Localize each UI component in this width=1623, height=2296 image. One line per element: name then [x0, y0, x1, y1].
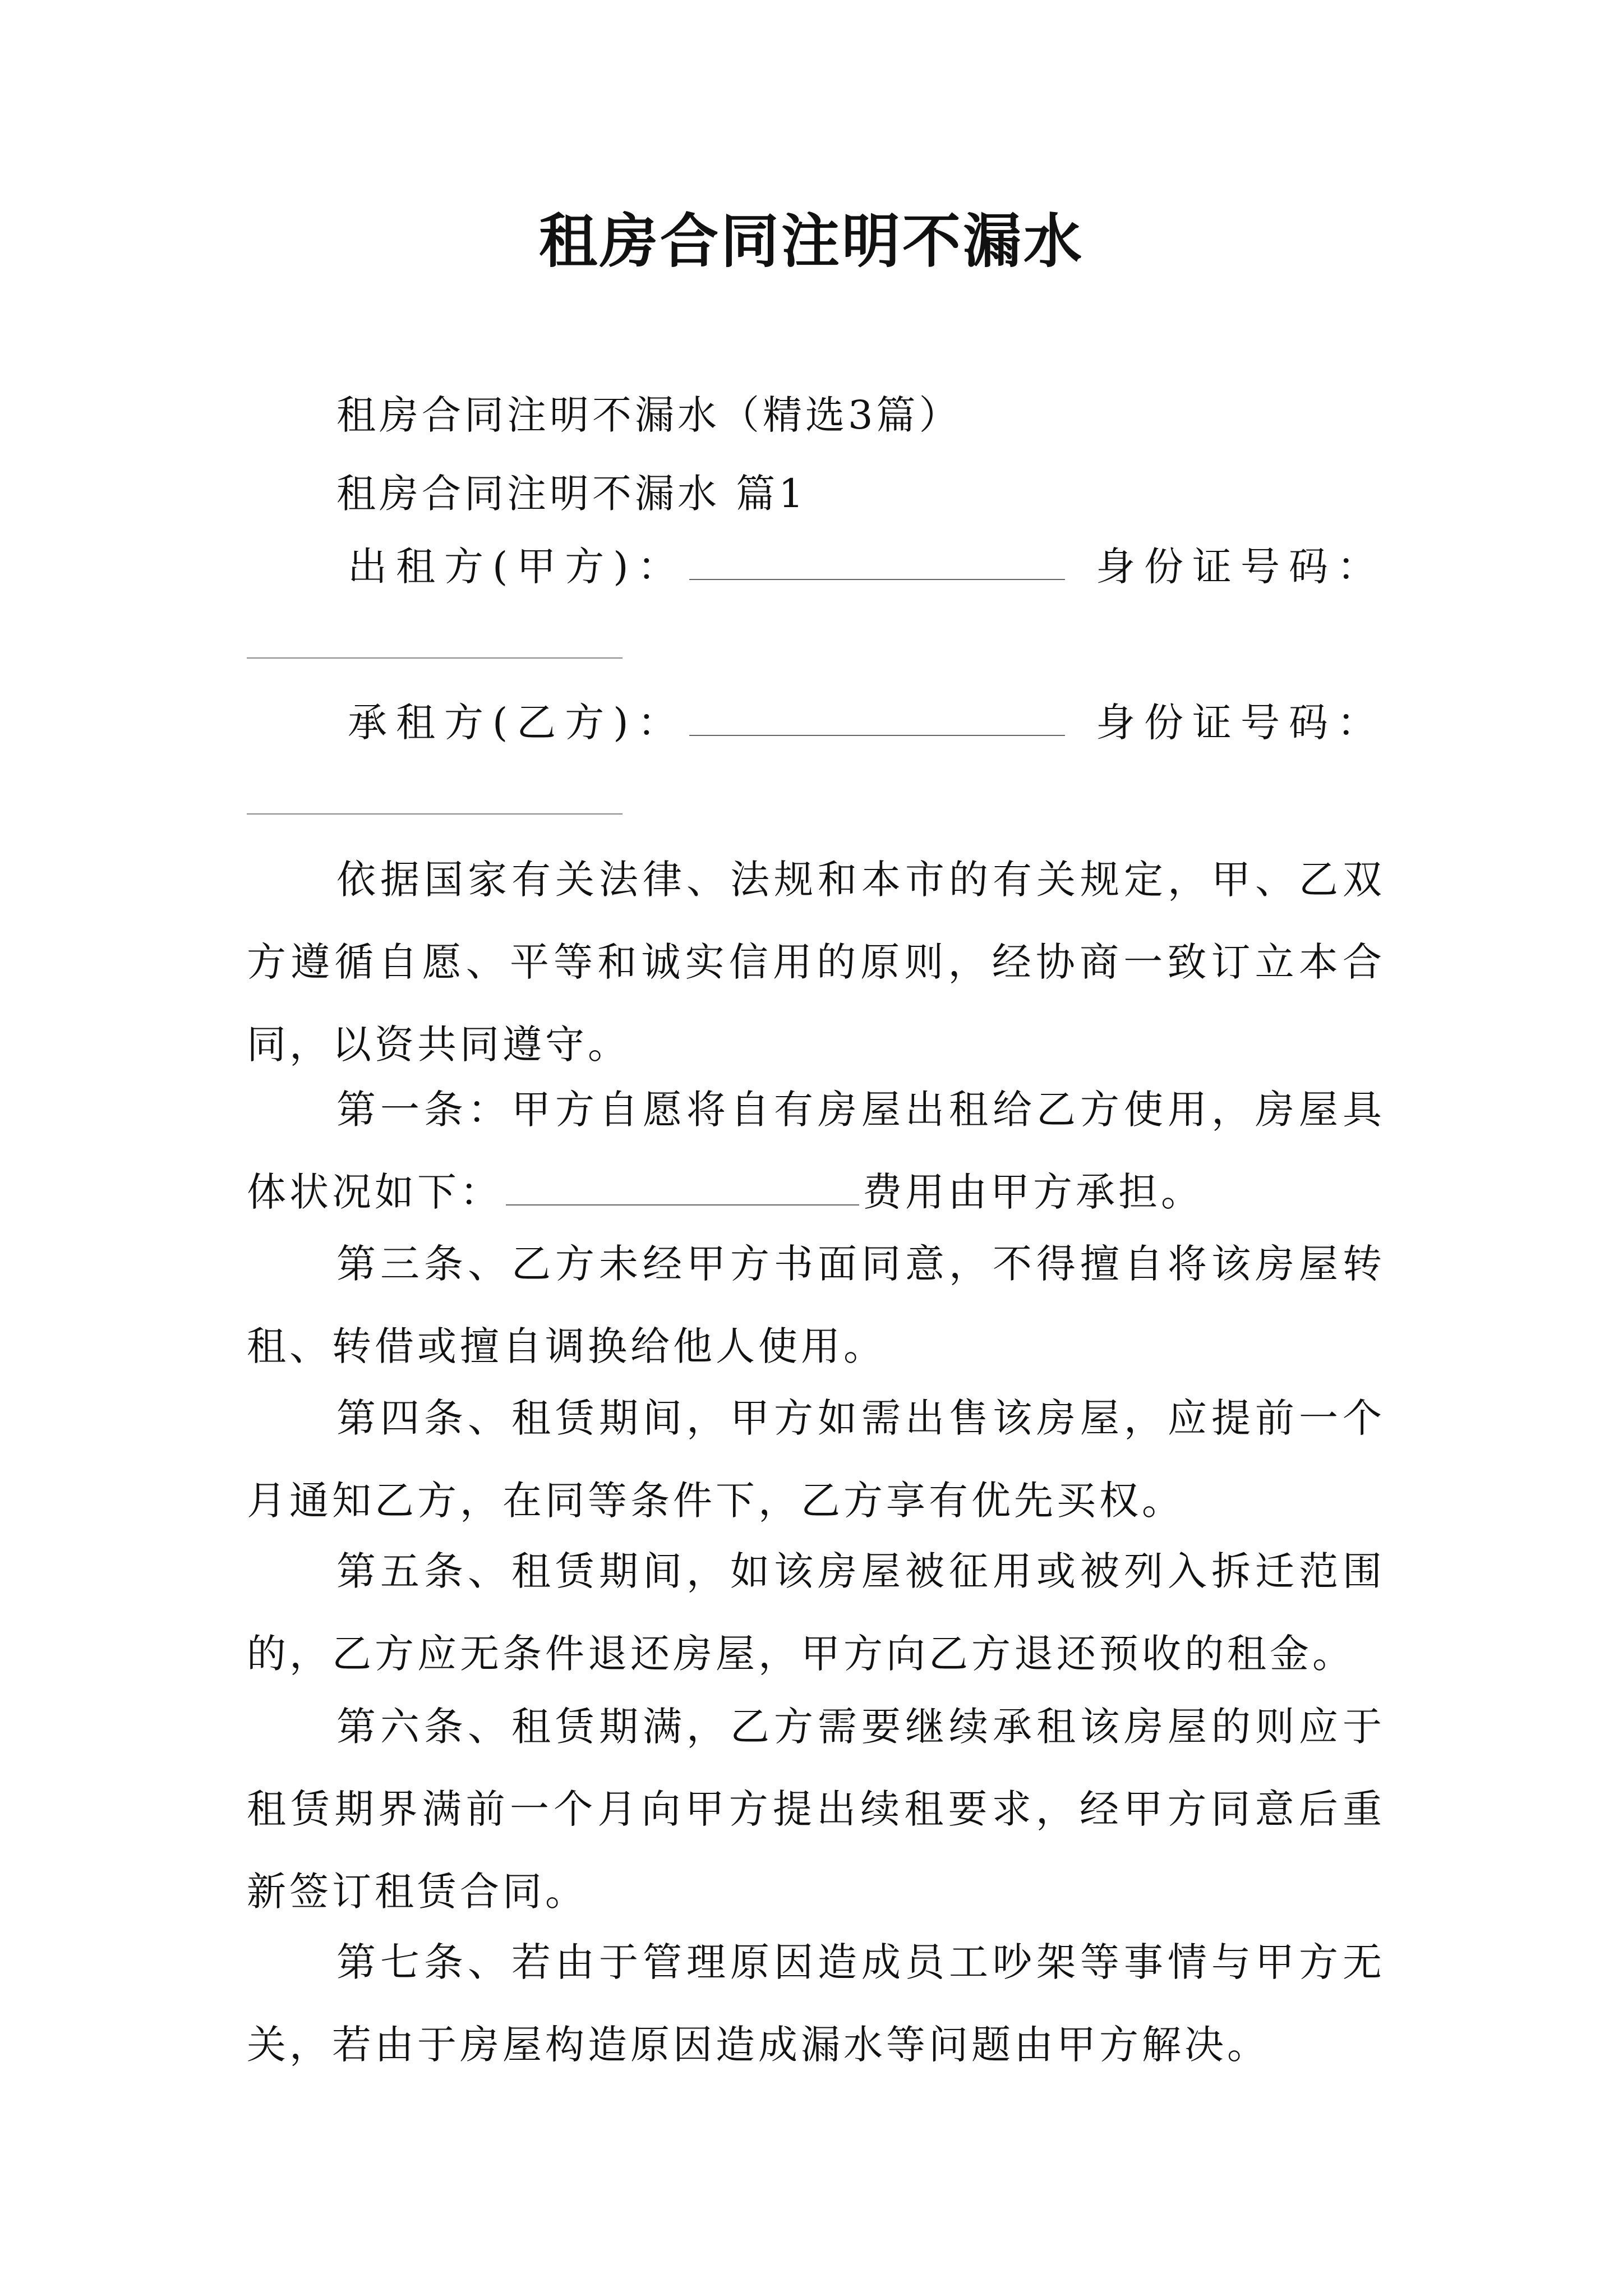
lessor-id-blank — [247, 657, 623, 659]
paragraph-article-7: 第七条、若由于管理原因造成员工吵架等事情与甲方无关，若由于房屋构造原因造成漏水等问题由甲方解决。 — [247, 1939, 1385, 2068]
section-heading: 租房合同注明不漏水 篇1 — [336, 471, 807, 517]
lessee-id-label: 身份证号码： — [1096, 700, 1385, 746]
lessee-id-blank — [247, 813, 623, 815]
lessor-id-label: 身份证号码： — [1096, 544, 1385, 590]
lessee-label: 承租方(乙方)： — [348, 700, 686, 746]
paragraph-article-4: 第四条、租赁期间，甲方如需出售该房屋，应提前一个月通知乙方，在同等条件下，乙方享有优先买权。 — [247, 1395, 1385, 1524]
lessor-name-blank — [689, 576, 1065, 580]
paragraph-article-1 — [247, 1069, 1385, 1234]
paragraph-article-5: 第五条、租赁期间，如该房屋被征用或被列入拆迁范围的，乙方应无条件退还房屋，甲方向乙方退还预收的租金。 — [247, 1548, 1385, 1677]
article-1-cost-text: 费用由甲方承担。 — [863, 1169, 1204, 1215]
lessee-row — [348, 694, 1385, 751]
lessee-name-blank — [689, 731, 1065, 736]
property-details-blank — [506, 1201, 859, 1205]
document-subtitle: 租房合同注明不漏水（精选3篇） — [336, 392, 962, 438]
document-title: 租房合同注明不漏水 — [538, 206, 1084, 275]
article-1-text: 第一条：甲方自愿将自有房屋出租给乙方使用，房屋具体状况如下： — [247, 1087, 1385, 1215]
paragraph-preamble: 依据国家有关法律、法规和本市的有关规定，甲、乙双方遵循自愿、平等和诚实信用的原则，经协商一致订立本合同，以资共同遵守。 — [247, 857, 1385, 1068]
lessor-row — [348, 539, 1385, 595]
lessor-label: 出租方(甲方)： — [348, 544, 686, 590]
paragraph-article-3: 第三条、乙方未经甲方书面同意，不得擅自将该房屋转租、转借或擅自调换给他人使用。 — [247, 1241, 1385, 1369]
paragraph-article-6: 第六条、租赁期满，乙方需要继续承租该房屋的则应于租赁期界满前一个月向甲方提出续租要求，经甲方同意后重新签订租赁合同。 — [247, 1704, 1385, 1915]
